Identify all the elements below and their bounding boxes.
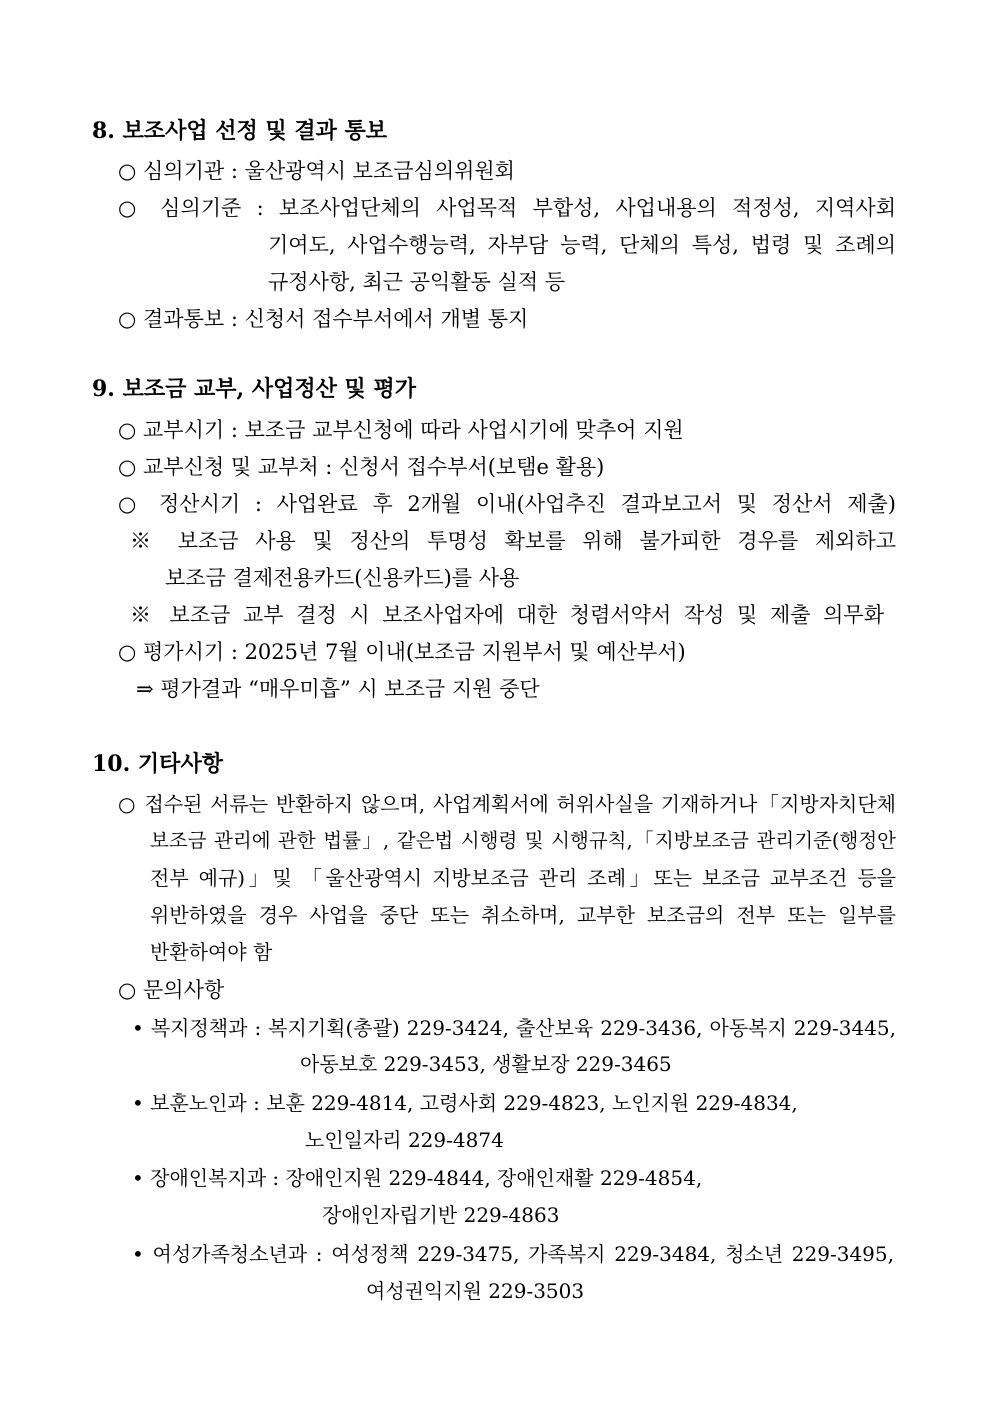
section-9-note: 보조금 결제전용카드(신용카드)를 사용 [165,566,520,590]
section-8-item: 규정사항, 최근 공익활동 실적 등 [268,270,566,294]
section-10-item: 전부 예규)」및 「울산광역시 지방보조금 관리 조례」또는 보조금 교부조건 등을 [150,866,896,890]
section-9-item: ○ 교부시기 : 보조금 교부신청에 따라 사업시기에 맞추어 지원 [118,418,684,442]
contact-women-family-youth: • 여성가족청소년과 : 여성정책 229-3475, 가족복지 229-3484, 청소년 229-3495, [132,1242,894,1266]
contact-welfare-policy: 아동보호 229-3453, 생활보장 229-3465 [300,1052,672,1076]
section-10-item: ○ 접수된 서류는 반환하지 않으며, 사업계획서에 허위사실을 기재하거나「지방자치단체 [118,792,896,816]
section-9-item: ○ 평가시기 : 2025년 7월 이내(보조금 지원부서 및 예산부서) [118,640,686,664]
section-10-title: 10. 기타사항 [92,751,223,777]
section-10-inquiry: ○ 문의사항 [118,978,225,1002]
section-8-item: ○ 심의기관 : 울산광역시 보조금심의위원회 [118,159,515,183]
section-10-item: 반환하여야 함 [150,940,273,964]
contact-welfare-policy: • 복지정책과 : 복지기획(총괄) 229-3424, 출산보육 229-3436, 아동복지 229-3445, [132,1016,896,1040]
section-9-title: 9. 보조금 교부, 사업정산 및 평가 [92,376,416,402]
contact-disability-welfare: • 장애인복지과 : 장애인지원 229-4844, 장애인재활 229-4854, [132,1166,703,1190]
section-8-item: 기여도, 사업수행능력, 자부담 능력, 단체의 특성, 법령 및 조례의 [268,233,896,257]
contact-veterans-elderly: 노인일자리 229-4874 [305,1128,504,1152]
section-10-item: 보조금 관리에 관한 법률」, 같은법 시행령 및 시행규칙,「지방보조금 관리기준(행정안 [150,829,896,852]
section-8-item: ○ 심의기준 : 보조사업단체의 사업목적 부합성, 사업내용의 적정성, 지역사회 [118,196,896,220]
section-10-item: 위반하였을 경우 사업을 중단 또는 취소하며, 교부한 보조금의 전부 또는 일부를 [150,903,896,927]
section-9-result: ⇒ 평가결과 “매우미흡” 시 보조금 지원 중단 [136,677,540,701]
section-8-item: ○ 결과통보 : 신청서 접수부서에서 개별 통지 [118,307,529,331]
section-9-item: ○ 교부신청 및 교부처 : 신청서 접수부서(보탬e 활용) [118,455,605,479]
contact-women-family-youth: 여성권익지원 229-3503 [366,1279,585,1303]
contact-disability-welfare: 장애인자립기반 229-4863 [322,1203,560,1227]
contact-veterans-elderly: • 보훈노인과 : 보훈 229-4814, 고령사회 229-4823, 노인지원 229-4834, [132,1091,798,1115]
section-9-note: ※ 보조금 교부 결정 시 보조사업자에 대한 청렴서약서 작성 및 제출 의무화 [130,603,884,627]
section-9-item: ○ 정산시기 : 사업완료 후 2개월 이내(사업추진 결과보고서 및 정산서 제출) [118,492,896,516]
section-8-title: 8. 보조사업 선정 및 결과 통보 [92,118,388,144]
section-9-note: ※ 보조금 사용 및 정산의 투명성 확보를 위해 불가피한 경우를 제외하고 [130,529,896,553]
